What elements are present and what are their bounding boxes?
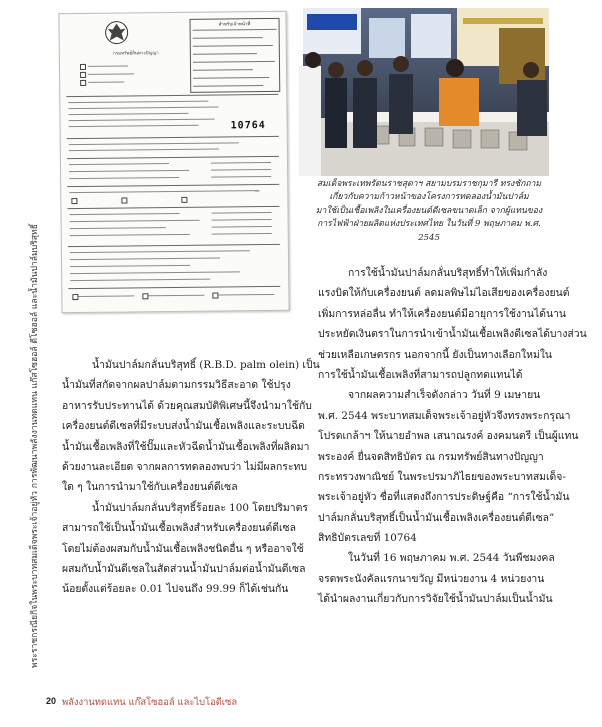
paragraph-line: ได้นำผลงานเกี่ยวกับการวิจัยใช้น้ำมันปาล์มเป็นน้ำมัน: [318, 593, 553, 606]
certificate-office-box: [190, 18, 281, 93]
paragraph-line: โปรดเกล้าฯ ให้นายอำพล เสนาณรงค์ องคมนตรี เป็นผู้แทน: [318, 430, 579, 443]
photo-caption-line: สมเด็จพระเทพรัตนราชสุดาฯ สยามบรมราชกุมารี ทรงชักถาม: [316, 179, 542, 189]
paragraph-line: พระเจ้าอยู่หัว ชื่อที่แสดงถึงการประดิษฐ์คือ “การใช้น้ำมัน: [318, 491, 570, 504]
paragraph-line: ใด ๆ ในการนำมาใช้กับเครื่องยนต์ดีเซล: [62, 481, 238, 494]
certificate-number-stamp: 10764: [230, 120, 266, 132]
paragraph-line: พ.ศ. 2544 พระบาทสมเด็จพระเจ้าอยู่หัวจึงทรงพระกรุณา: [318, 409, 571, 422]
certificate-header: สำหรับเจ้าหน้าที่: [218, 22, 251, 28]
footer-title: พลังงานทดแทน แก๊สโซฮอล์ และไบโอดีเซล: [62, 697, 238, 708]
garuda-seal-icon: [104, 19, 130, 45]
right-column-text: [318, 263, 587, 610]
paragraph-line: ในวันที่ 16 พฤษภาคม พ.ศ. 2544 วันพืชมงคล: [348, 552, 555, 565]
paragraph-line: การใช้น้ำมันเชื้อเพลิงที่สามารถปลูกทดแทนได้: [318, 368, 523, 381]
exhibition-photo: [303, 8, 549, 176]
paragraph-line: ปาล์มกลั่นบริสุทธิ์เป็นน้ำมันเชื้อเพลิงเครื่องยนต์ดีเซล”: [318, 511, 555, 524]
photo-caption-line: การไฟฟ้าฝ่ายผลิตแห่งประเทศไทย ในวันที่ 9 พฤษภาคม พ.ศ. 2545: [317, 219, 541, 243]
certificate-agency: กรมทรัพย์สินทางปัญญา: [112, 51, 159, 57]
paragraph-line: ผสมกับน้ำมันดีเซลในสัดส่วนน้ำมันปาล์มต่อน้ำมันดีเซล: [62, 562, 306, 575]
paragraph-line: น้ำมันเชื้อเพลิงที่ใช้ปั๊มและหัวฉีดน้ำมันเชื้อเพลิงที่ผลิตมา: [62, 440, 310, 453]
paragraph-line: น้ำมันที่สกัดจากผลปาล์มตามกรรมวิธีสะอาด ใช้ปรุง: [62, 379, 291, 392]
paragraph-line: จรดพระนังคัลแรกนาขวัญ มีหน่วยงาน 4 หน่วยงาน: [318, 572, 545, 585]
paragraph-line: ประหยัดเงินตราในการนำเข้าน้ำมันเชื้อเพลิงดีเซลได้บางส่วน: [318, 328, 587, 341]
paragraph-line: น้ำมันปาล์มกลั่นบริสุทธิ์ (R.B.D. palm olein) เป็น: [92, 359, 320, 371]
paragraph-line: พระองค์ ยื่นจดสิทธิบัตร ณ กรมทรัพย์สินทางปัญญา: [318, 450, 544, 463]
paragraph-line: น้อยตั้งแต่ร้อยละ 0.01 ไปจนถึง 99.99 ก็ได้เช่นกัน: [62, 583, 289, 596]
paragraph-line: สิทธิบัตรเลขที่ 10764: [318, 532, 417, 545]
patent-certificate-image: [58, 11, 289, 313]
paragraph-line: เครื่องยนต์ดีเซลที่มีระบบส่งน้ำมันเชื้อเพลิงและระบบฉีด: [62, 420, 305, 433]
paragraph-line: อาหารรับประทานได้ ด้วยคุณสมบัติพิเศษนี้จึงนำมาใช้กับ: [62, 399, 312, 412]
paragraph-line: เพิ่มการหล่อลื่น ทำให้เครื่องยนต์มีอายุการใช้งานได้นาน: [318, 307, 567, 320]
paragraph-line: ด้วยงานละเอียด จากผลการทดลองพบว่า ไม่มีผลกระทบ: [62, 460, 307, 473]
photo-caption-line: มาใช้เป็นเชื้อเพลิงในเครื่องยนต์ดีเซลขนาดเล็ก จากผู้แทนของ: [315, 205, 543, 216]
left-column-text: [62, 355, 320, 600]
page-number: 20: [46, 696, 57, 706]
paragraph-line: น้ำมันปาล์มกลั่นบริสุทธิ์ร้อยละ 100 โดยปริมาตร: [92, 501, 308, 514]
paragraph-line: การใช้น้ำมันปาล์มกลั่นบริสุทธิ์ทำให้เพิ่มกำลัง: [348, 267, 548, 279]
running-header: พระราชกรณียกิจในพระบาทสมเด็จพระเจ้าอยู่หัว การพัฒนาพลังงานทดแทน แก๊สโซฮอล์ ดีโซฮอล์ และน้ำมันปาล์มบริสุทธิ์: [30, 224, 40, 668]
exhibition-photo-illustration: [303, 8, 549, 176]
paragraph-line: แรงบิดให้กับเครื่องยนต์ ลดมลพิษไม่ไอเสียของเครื่องยนต์: [318, 287, 570, 300]
photo-caption: [306, 178, 552, 245]
paragraph-line: โดยไม่ต้องผสมกับน้ำมันเชื้อเพลิงชนิดอื่น ๆ หรืออาจใช้: [62, 542, 304, 555]
paragraph-line: กระทรวงพาณิชย์ ในพระปรมาภิไธยของพระบาทสมเด็จ-: [318, 470, 566, 483]
paragraph-line: สามารถใช้เป็นน้ำมันเชื้อเพลิงสำหรับเครื่องยนต์ดีเซล: [62, 522, 296, 535]
paragraph-line: ช่วยเหลือเกษตรกร นอกจากนี้ ยังเป็นทางเลือกใหม่ใน: [318, 348, 553, 361]
photo-caption-line: เกี่ยวกับความก้าวหน้าของโครงการทดลองน้ำมันปาล์ม: [329, 192, 529, 203]
paragraph-line: จากผลความสำเร็จดังกล่าว วันที่ 9 เมษายน: [348, 389, 541, 402]
